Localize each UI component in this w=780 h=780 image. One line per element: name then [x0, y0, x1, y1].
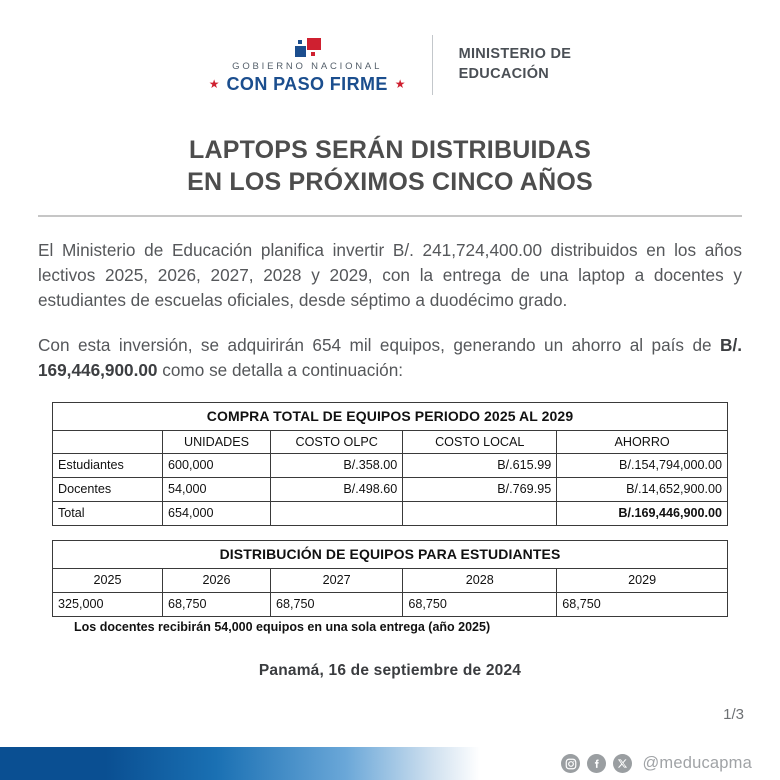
column-header-costo-local: COSTO LOCAL [403, 430, 557, 454]
table-title-row [53, 402, 728, 430]
con-paso-firme-lockup [209, 74, 406, 95]
cell-value-2028: 68,750 [403, 593, 557, 617]
title-divider [38, 215, 742, 217]
column-header-2027: 2027 [271, 569, 403, 593]
ministerio-de-educacion-logo [433, 45, 572, 84]
instagram-icon[interactable] [561, 754, 580, 773]
tables-section [52, 402, 728, 634]
x-twitter-icon[interactable] [613, 754, 632, 773]
cell-ahorro: B/.154,794,000.00 [557, 454, 728, 478]
compra-total-table-title: COMPRA TOTAL DE EQUIPOS PERIODO 2025 AL 2029 [53, 402, 728, 430]
social-handle[interactable]: @meducapma [642, 754, 752, 772]
ministry-line-1: MINISTERIO DE [458, 46, 572, 63]
page-title-line-2: EN LOS PRÓXIMOS CINCO AÑOS [187, 168, 593, 196]
page-number: 1/3 [723, 706, 744, 723]
cell-value-2029: 68,750 [557, 593, 728, 617]
ministry-line-2: EDUCACIÓN [458, 66, 550, 82]
cell-value-2025: 325,000 [53, 593, 163, 617]
paragraph-2-amount: B/. 169,446,900.00 [38, 335, 742, 381]
column-header-costo-olpc: COSTO OLPC [271, 430, 403, 454]
facebook-icon[interactable] [587, 754, 606, 773]
gobierno-nacional-logo [209, 36, 432, 95]
column-header-2028: 2028 [403, 569, 557, 593]
paragraph-1: El Ministerio de Educación planifica invertir B/. 241,724,400.00 distribuidos en los años lectivos 2025, 2026, 2027, 2028 y 2029, con la entrega de una laptop a docentes y estudiantes de escuelas oficiales, desde séptimo a duodécimo grado. [38, 240, 742, 311]
cell-ahorro: B/.14,652,900.00 [557, 478, 728, 502]
bottom-gradient-bar [0, 747, 480, 780]
table-row [53, 454, 728, 478]
table-header-row [53, 430, 728, 454]
table-total-row [53, 502, 728, 526]
row-label-estudiantes: Estudiantes [53, 454, 163, 478]
page-title [0, 134, 780, 198]
gobierno-nacional-text: GOBIERNO NACIONAL [232, 60, 383, 72]
cell-unidades: 654,000 [163, 502, 271, 526]
cell-unidades: 600,000 [163, 454, 271, 478]
paragraph-2-post: como se detalla a continuación: [157, 360, 404, 381]
star-icon-right: ★ [394, 77, 406, 91]
paragraph-2-pre: Con esta inversión, se adquirirán 654 mil equipos, generando un ahorro al país de [38, 335, 721, 356]
cell-unidades: 54,000 [163, 478, 271, 502]
cell-costo-local [403, 502, 557, 526]
social-media-bar [561, 754, 752, 773]
document-header [0, 0, 780, 104]
cell-costo-olpc [271, 502, 403, 526]
column-header-ahorro: AHORRO [557, 430, 728, 454]
cell-costo-olpc: B/.358.00 [271, 454, 403, 478]
cell-value-2026: 68,750 [163, 593, 271, 617]
column-header-blank [53, 430, 163, 454]
con-paso-firme-text: CON PASO FIRME [226, 73, 388, 94]
distribucion-table-title: DISTRIBUCIÓN DE EQUIPOS PARA ESTUDIANTES [53, 541, 728, 569]
place-and-date: Panamá, 16 de septiembre de 2024 [258, 661, 522, 679]
cell-costo-local: B/.769.95 [403, 478, 557, 502]
gobierno-flag-mark-icon [285, 36, 329, 58]
distribucion-table [52, 540, 728, 617]
distribucion-table-note: Los docentes recibirán 54,000 equipos en una sola entrega (año 2025) [74, 619, 491, 634]
cell-costo-olpc: B/.498.60 [271, 478, 403, 502]
table-row [53, 478, 728, 502]
cell-value-2027: 68,750 [271, 593, 403, 617]
paragraph-2 [38, 333, 742, 383]
body-copy [38, 238, 742, 384]
cell-costo-local: B/.615.99 [403, 454, 557, 478]
column-header-2026: 2026 [163, 569, 271, 593]
star-icon-left: ★ [208, 77, 220, 91]
column-header-2029: 2029 [557, 569, 728, 593]
column-header-unidades: UNIDADES [163, 430, 271, 454]
table-header-row [53, 569, 728, 593]
row-label-docentes: Docentes [53, 478, 163, 502]
row-label-total: Total [53, 502, 163, 526]
cell-ahorro-total: B/.169,446,900.00 [557, 502, 728, 526]
table-title-row [53, 541, 728, 569]
column-header-2025: 2025 [53, 569, 163, 593]
compra-total-table [52, 402, 728, 527]
page-title-line-1: LAPTOPS SERÁN DISTRIBUIDAS [188, 136, 591, 164]
table-row [53, 593, 728, 617]
